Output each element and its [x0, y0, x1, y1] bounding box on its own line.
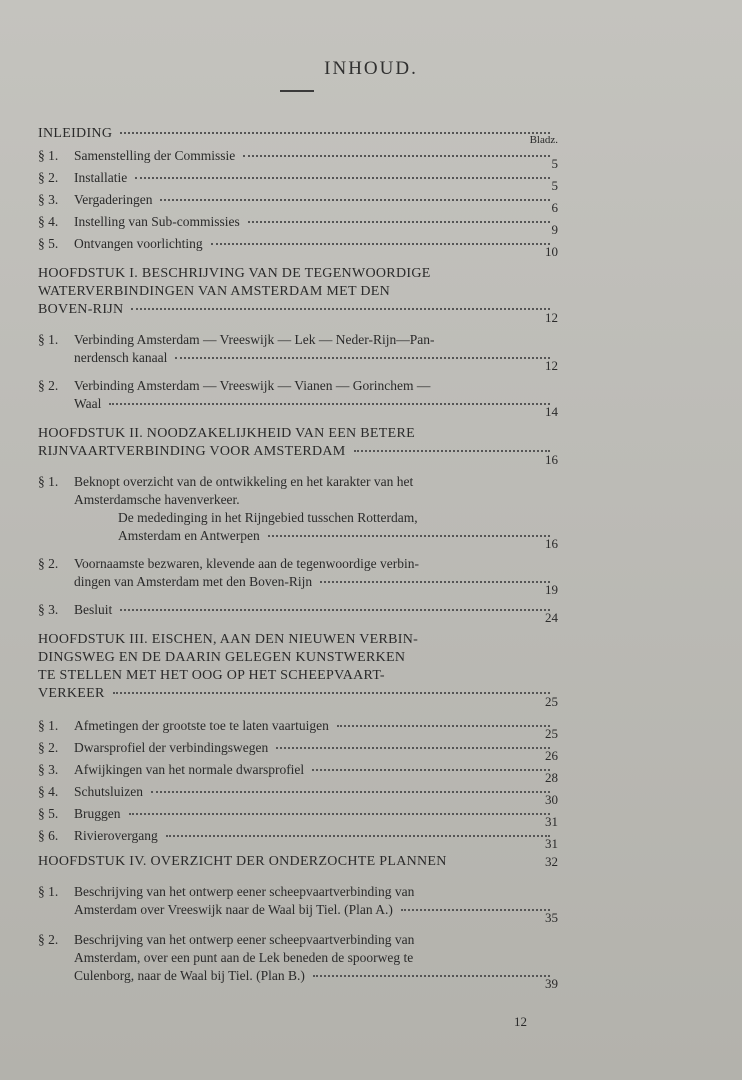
toc-chapter-2 [38, 426, 558, 467]
section-number: § 2. [38, 740, 59, 755]
page-ref: 39 [545, 976, 558, 991]
toc-entry [38, 214, 558, 237]
section-title: Installatie [74, 170, 128, 185]
section-title: Waal [74, 396, 102, 411]
toc-heading: INLEIDING [38, 126, 113, 141]
toc-chapter-1 [38, 266, 558, 325]
toc-entry [38, 170, 558, 193]
page-ref: 16 [545, 536, 558, 551]
section-number: § 2. [38, 932, 59, 947]
section-title: Beknopt overzicht van de ontwikkeling en het karakter van het [74, 474, 414, 489]
toc-entry [38, 828, 558, 851]
section-title: Beschrijving van het ontwerp eener scheepvaartverbinding van [74, 932, 415, 947]
section-title: Amsterdamsche havenverkeer. [74, 492, 240, 507]
section-number: § 2. [38, 556, 59, 571]
toc-entry [38, 378, 558, 419]
section-title: Dwarsprofiel der verbindingswegen [74, 740, 269, 755]
section-title: Bruggen [74, 806, 121, 821]
toc-chapter-3 [38, 632, 558, 709]
section-title: Amsterdam over Vreeswijk naar de Waal bij Tiel. (Plan A.) [74, 902, 393, 917]
section-title: nerdensch kanaal [74, 350, 168, 365]
page-ref: 26 [545, 748, 558, 763]
section-number: § 5. [38, 806, 59, 821]
page-ref: 31 [545, 836, 558, 851]
section-number: § 3. [38, 192, 59, 207]
chapter-title: HOOFDSTUK IV. OVERZICHT DER ONDERZOCHTE PLANNEN [38, 854, 447, 869]
page-ref: 10 [545, 244, 558, 259]
toc-entry [38, 718, 558, 741]
page-ref: 35 [545, 910, 558, 925]
toc-entry [38, 932, 558, 991]
section-number: § 3. [38, 762, 59, 777]
page-ref: 31 [545, 814, 558, 829]
page-ref: 24 [545, 610, 558, 625]
section-title: Samenstelling der Commissie [74, 148, 236, 163]
section-title: Amsterdam, over een punt aan de Lek beneden de spoorweg te [74, 950, 414, 965]
section-title: Beschrijving van het ontwerp eener scheepvaartverbinding van [74, 884, 415, 899]
toc-entry [38, 806, 558, 829]
chapter-title: VERKEER [38, 686, 105, 701]
title-underline [280, 90, 314, 92]
toc-entry [38, 148, 558, 171]
page-ref: 9 [551, 222, 558, 237]
chapter-title: BOVEN-RIJN [38, 302, 124, 317]
toc-entry [38, 474, 558, 551]
chapter-title: HOOFDSTUK III. EISCHEN, AAN DEN NIEUWEN VERBIN- [38, 632, 419, 647]
section-title: Vergaderingen [74, 192, 153, 207]
toc-entry [38, 784, 558, 807]
section-title: Afmetingen der grootste toe te laten vaartuigen [74, 718, 329, 733]
section-title: Instelling van Sub-commissies [74, 214, 240, 229]
page-ref: 5 [551, 156, 558, 171]
section-number: § 2. [38, 378, 59, 393]
section-subtitle: Amsterdam en Antwerpen [118, 528, 260, 543]
section-number: § 1. [38, 332, 59, 347]
table-of-contents [38, 126, 558, 991]
section-subtitle: De mededinging in het Rijngebied tusschen Rotterdam, [118, 510, 418, 525]
chapter-title: WATERVERBINDINGEN VAN AMSTERDAM MET DEN [38, 284, 391, 299]
page-ref: 25 [545, 726, 558, 741]
section-number: § 1. [38, 474, 59, 489]
section-title: Schutsluizen [74, 784, 143, 799]
page-title: INHOUD. [324, 58, 418, 79]
section-title: dingen van Amsterdam met den Boven-Rijn [74, 574, 313, 589]
section-title: Culenborg, naar de Waal bij Tiel. (Plan B.) [74, 968, 305, 983]
toc-entry-inleiding [38, 126, 558, 146]
section-number: § 6. [38, 828, 59, 843]
toc-entry [38, 884, 558, 925]
chapter-title: RIJNVAARTVERBINDING VOOR AMSTERDAM [38, 444, 346, 459]
section-number: § 2. [38, 170, 59, 185]
bladz-label: Bladz. [529, 134, 558, 146]
section-title: Verbinding Amsterdam — Vreeswijk — Vianen — Gorinchem — [74, 378, 431, 393]
page-ref: 32 [545, 854, 558, 869]
page-ref: 25 [545, 694, 558, 709]
toc-entry [38, 762, 558, 785]
section-number: § 4. [38, 214, 59, 229]
section-title: Rivierovergang [74, 828, 158, 843]
page-ref: 12 [545, 310, 558, 325]
page-ref: 19 [545, 582, 558, 597]
toc-entry [38, 332, 558, 373]
section-title: Voornaamste bezwaren, klevende aan de tegenwoordige verbin- [74, 556, 419, 571]
toc-entry [38, 740, 558, 763]
section-title: Verbinding Amsterdam — Vreeswijk — Lek — Neder-Rijn—Pan- [74, 332, 435, 347]
chapter-title: HOOFDSTUK II. NOODZAKELIJKHEID VAN EEN BETERE [38, 426, 415, 441]
chapter-title: DINGSWEG EN DE DAARIN GELEGEN KUNSTWERKEN [38, 650, 406, 665]
toc-entry [38, 602, 558, 625]
section-number: § 1. [38, 884, 59, 899]
section-number: § 3. [38, 602, 59, 617]
section-number: § 4. [38, 784, 59, 799]
chapter-title: TE STELLEN MET HET OOG OP HET SCHEEPVAART- [38, 668, 385, 683]
section-title: Ontvangen voorlichting [74, 236, 203, 251]
page-ref: 30 [545, 792, 558, 807]
page-ref: 6 [551, 200, 558, 215]
toc-entry [38, 556, 558, 597]
section-title: Besluit [74, 602, 113, 617]
section-number: § 1. [38, 148, 59, 163]
page-number: 12 [514, 1014, 527, 1029]
page-ref: 5 [551, 178, 558, 193]
toc-entry [38, 192, 558, 215]
page-ref: 28 [545, 770, 558, 785]
page-ref: 12 [545, 358, 558, 373]
section-number: § 1. [38, 718, 59, 733]
section-title: Afwijkingen van het normale dwarsprofiel [74, 762, 305, 777]
chapter-title: HOOFDSTUK I. BESCHRIJVING VAN DE TEGENWOORDIGE [38, 266, 431, 281]
section-number: § 5. [38, 236, 59, 251]
toc-chapter-4 [38, 854, 558, 870]
page-ref: 16 [545, 452, 558, 467]
toc-entry [38, 236, 558, 259]
page-ref: 14 [545, 404, 558, 419]
